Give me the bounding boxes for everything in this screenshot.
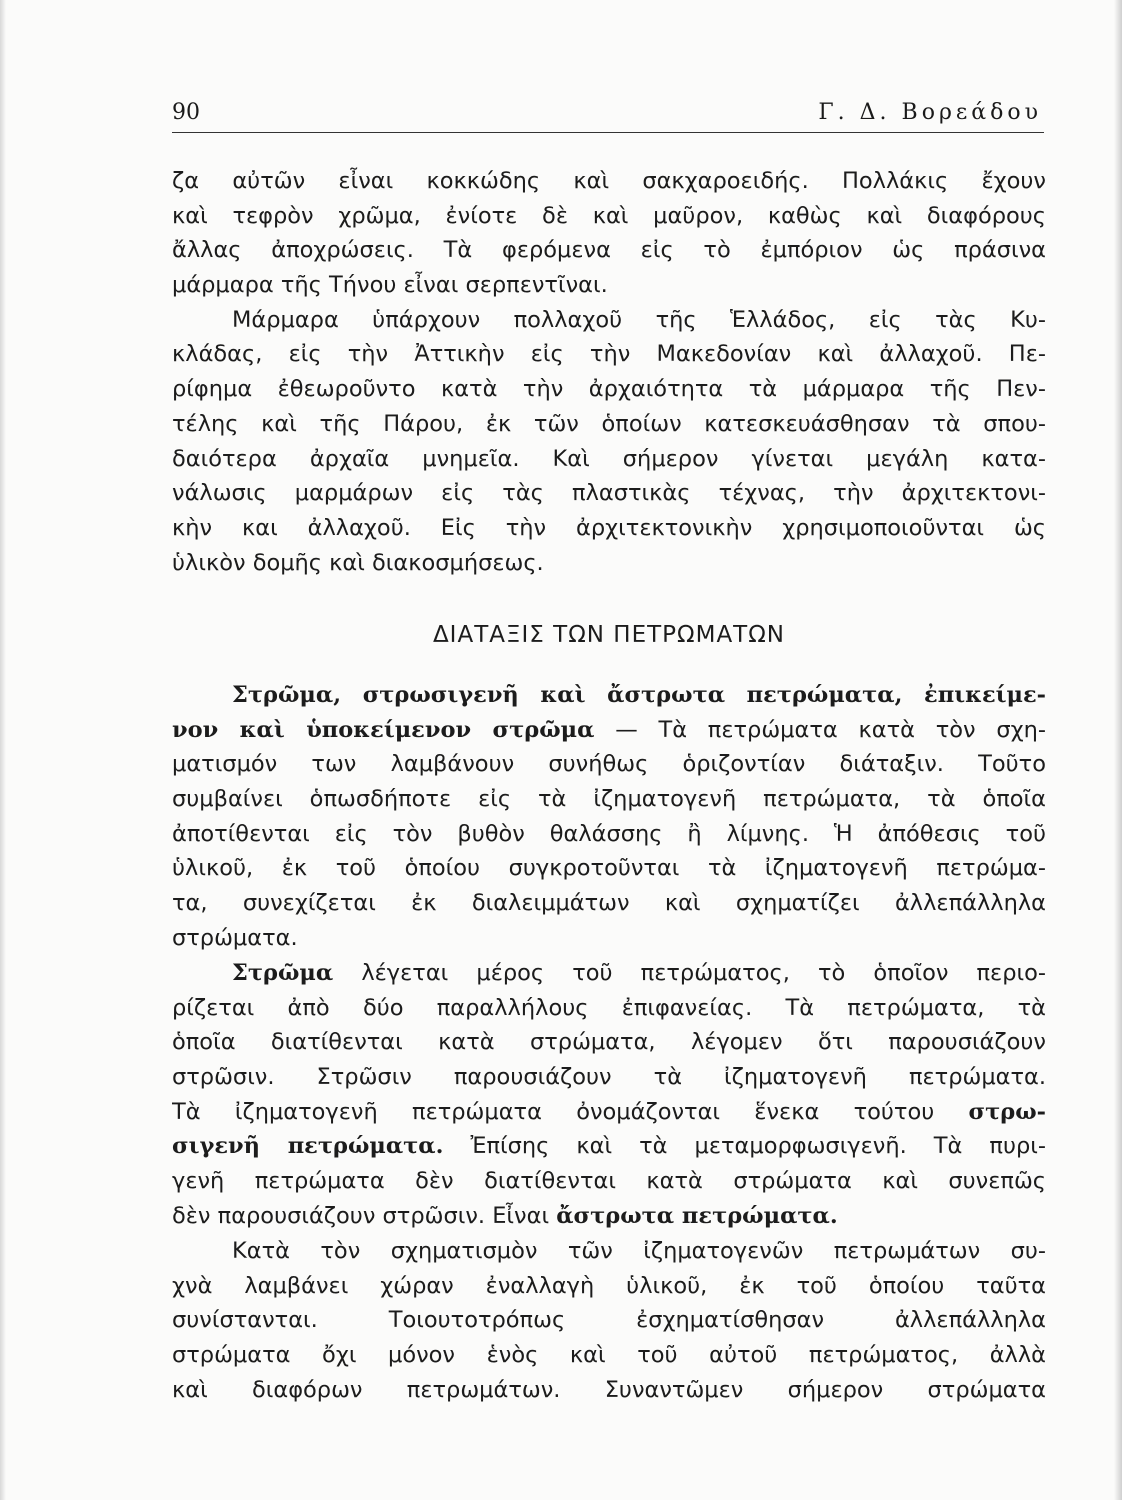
text-line: συνίστανται. Τοιουτοτρόπως ἐσχηματίσθησαν ἀλλεπάλληλα: [172, 1307, 1046, 1334]
text-line: [172, 713, 1046, 748]
paragraph-alternation: [172, 1234, 1046, 1407]
bold-term: νον καὶ ὑποκείμενον στρῶμα: [172, 716, 595, 743]
text-line: στρῶσιν. Στρῶσιν παρουσιάζουν τὰ ἰζηματογενῆ πετρώματα.: [172, 1064, 1046, 1091]
bold-term: ἄστρωτα πετρώματα.: [556, 1202, 838, 1229]
page-edge-shadow-left: [0, 0, 6, 1500]
section-heading: ΔΙΑΤΑΞΙΣ ΤΩΝ ΠΕΤΡΩΜΑΤΩΝ: [432, 622, 786, 648]
running-head: [172, 100, 1044, 130]
text-line: κλάδας, εἰς τὴν Ἀττικὴν εἰς τὴν Μακεδονίαν καὶ ἀλλαχοῦ. Πε-: [172, 341, 1046, 368]
text-line: κὴν και ἀλλαχοῦ. Εἰς τὴν ἀρχιτεκτονικὴν χρησιμοποιοῦνται ὡς: [172, 514, 1046, 541]
text-line: ρίζεται ἀπὸ δύο παραλλήλους ἐπιφανείας. Τὰ πετρώματα, τὰ: [172, 994, 1046, 1021]
text-run: δὲν παρουσιάζουν στρῶσιν. Εἶναι: [172, 1202, 557, 1229]
running-head-author: Γ. Δ. Βορεάδου: [818, 100, 1042, 125]
text-line: μάρμαρα τῆς Τήνου εἶναι σερπεντῖναι.: [172, 272, 608, 299]
text-line: [172, 1199, 1046, 1234]
text-line: ὑλικοῦ, ἐκ τοῦ ὁποίου συγκροτοῦνται τὰ ἰζηματογενῆ πετρώμα-: [172, 855, 1046, 882]
paragraph-stratum: [172, 956, 1046, 1234]
text-line: τα, συνεχίζεται ἐκ διαλειμμάτων καὶ σχηματίζει ἀλλεπάλληλα: [172, 890, 1046, 917]
text-line: στρώματα ὄχι μόνον ἑνὸς καὶ τοῦ αὐτοῦ πετρώματος, ἀλλὰ: [172, 1342, 1046, 1369]
text-line: Μάρμαρα ὑπάρχουν πολλαχοῦ τῆς Ἑλλάδος, εἰς τὰς Κυ-: [232, 306, 1046, 333]
text-line: ὁποῖα διατίθενται κατὰ στρώματα, λέγομεν ὅτι παρουσιάζουν: [172, 1029, 1046, 1056]
text-line: χνὰ λαμβάνει χώραν ἐναλλαγὴ ὑλικοῦ, ἐκ τοῦ ὁποίου ταῦτα: [172, 1272, 1046, 1299]
text-line: ἄλλας ἀποχρώσεις. Τὰ φερόμενα εἰς τὸ ἐμπόριον ὡς πράσινα: [172, 237, 1046, 264]
text-line: Κατὰ τὸν σχηματισμὸν τῶν ἰζηματογενῶν πετρωμάτων συ-: [232, 1238, 1046, 1264]
text-line: [172, 678, 1046, 713]
text-line: [172, 1095, 1046, 1130]
header-rule: [172, 132, 1044, 133]
text-line: ὑλικὸν δομῆς καὶ διακοσμήσεως.: [172, 549, 544, 576]
paragraph-strata-definition: [172, 678, 1046, 956]
text-run: — Τὰ πετρώματα κατὰ τὸν σχη-: [594, 716, 1046, 743]
text-run: Τὰ ἰζηματογενῆ πετρώματα ὀνομάζονται ἕνεκα τούτου: [172, 1098, 969, 1125]
bold-term: σιγενῆ πετρώματα.: [172, 1133, 444, 1160]
page-number: 90: [172, 100, 200, 125]
bold-term: Στρῶμα: [232, 960, 334, 986]
text-line: καὶ τεφρὸν χρῶμα, ἐνίοτε δὲ καὶ μαῦρον, καθὼς καὶ διαφόρους: [172, 202, 1046, 229]
bold-term: στρω-: [968, 1098, 1046, 1125]
text-line: ζα αὐτῶν εἶναι κοκκώδης καὶ σακχαροειδής. Πολλάκις ἔχουν: [172, 168, 1046, 194]
text-line: γενῆ πετρώματα δὲν διατίθενται κατὰ στρώματα καὶ συνεπῶς: [172, 1168, 1046, 1195]
text-line: ἀποτίθενται εἰς τὸν βυθὸν θαλάσσης ἢ λίμνης. Ἡ ἀπόθεσις τοῦ: [172, 820, 1046, 847]
text-line: νάλωσις μαρμάρων εἰς τὰς πλαστικὰς τέχνας, τὴν ἀρχιτεκτονι-: [172, 480, 1046, 507]
text-line: τέλης καὶ τῆς Πάρου, ἐκ τῶν ὁποίων κατεσκευάσθησαν τὰ σπου-: [172, 410, 1046, 437]
text-line: καὶ διαφόρων πετρωμάτων. Συναντῶμεν σήμερον στρώματα: [172, 1376, 1046, 1403]
text-line: συμβαίνει ὁπωσδήποτε εἰς τὰ ἰζηματογενῆ πετρώματα, τὰ ὁποῖα: [172, 786, 1046, 813]
page-edge-shadow-right: [1114, 0, 1122, 1500]
text-line: ρίφημα ἐθεωροῦντο κατὰ τὴν ἀρχαιότητα τὰ μάρμαρα τῆς Πεν-: [172, 376, 1046, 403]
paragraph-marble: [172, 164, 1046, 580]
text-run: λέγεται μέρος τοῦ πετρώματος, τὸ ὁποῖον περιο-: [333, 960, 1046, 986]
text-line: [172, 1129, 1046, 1164]
text-line: [172, 956, 1046, 991]
text-line: δαιότερα ἀρχαῖα μνημεῖα. Καὶ σήμερον γίνεται μεγάλη κατα-: [172, 445, 1046, 472]
text-line: στρώματα.: [172, 924, 298, 951]
bold-term: Στρῶμα, στρωσιγενῆ καὶ ἄστρωτα πετρώματα, ἐπικείμε-: [232, 682, 1046, 708]
text-run: Ἐπίσης καὶ τὰ μεταμορφωσιγενῆ. Τὰ πυρι-: [443, 1133, 1046, 1160]
text-line: ματισμόν των λαμβάνουν συνήθως ὁριζοντίαν διάταξιν. Τοῦτο: [172, 751, 1046, 778]
